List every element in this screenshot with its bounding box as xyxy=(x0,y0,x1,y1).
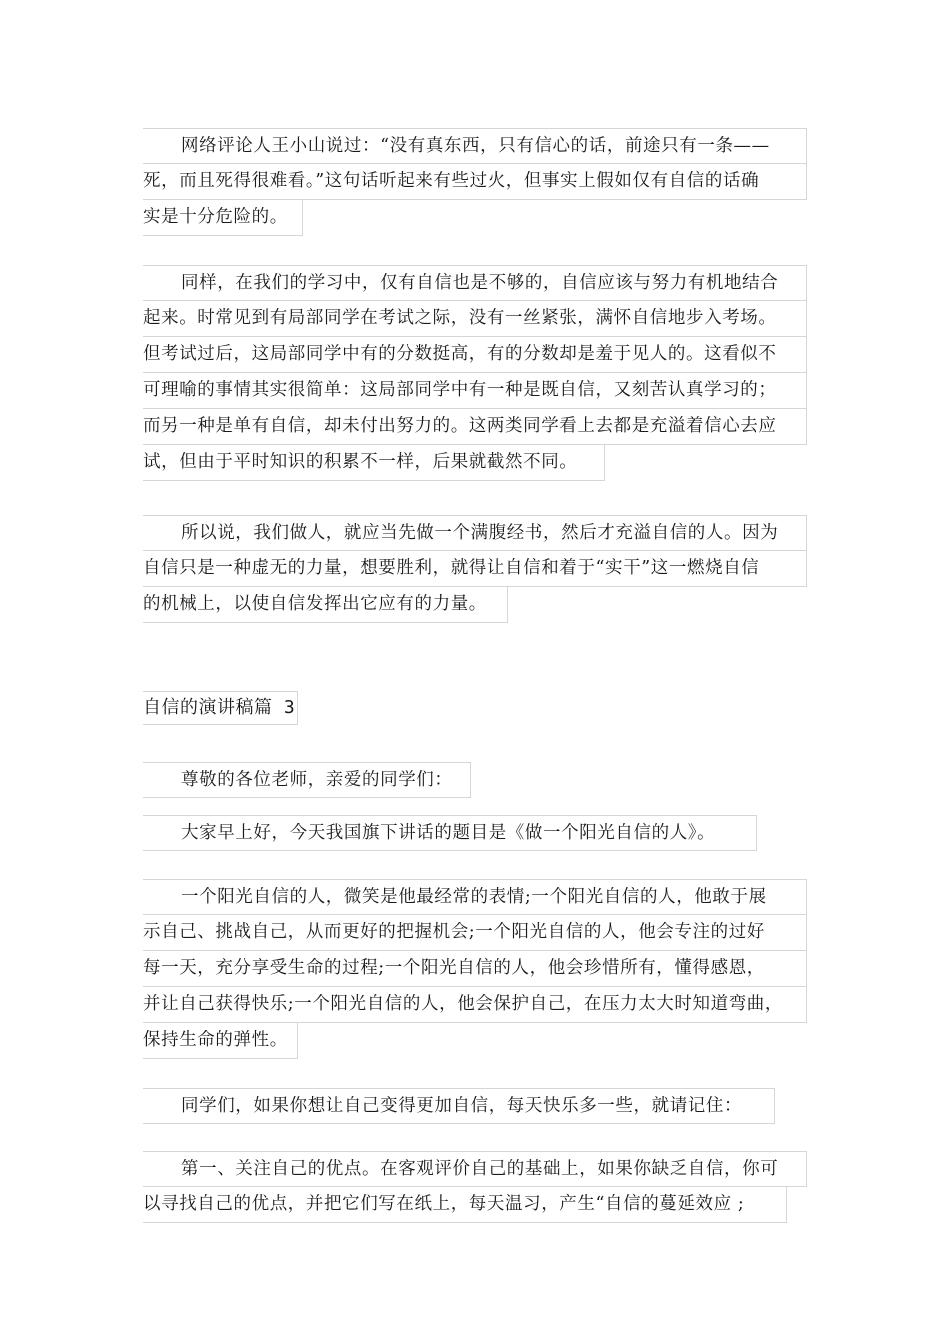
paragraph-remember xyxy=(143,1088,807,1124)
text-line: 一个阳光自信的人，微笑是他最经常的表情;一个阳光自信的人，他敢于展 xyxy=(143,879,807,915)
text-line: 大家早上好，今天我国旗下讲话的题目是《做一个阳光自信的人》。 xyxy=(143,815,757,851)
text-line: 以寻找自己的优点，并把它们写在纸上，每天温习，产生“自信的蔓延效应 ; xyxy=(143,1187,787,1223)
text-line: 所以说，我们做人，就应当先做一个满腹经书，然后才充溢自信的人。因为 xyxy=(143,515,807,551)
text-line: 可理喻的事情其实很简单：这局部同学中有一种是既自信，又刻苦认真学习的； xyxy=(143,373,807,409)
section-heading: 自信的演讲稿篇 3 xyxy=(143,691,298,725)
text-line: 但考试过后，这局部同学中有的分数挺高，有的分数却是羞于见人的。这看似不 xyxy=(143,337,807,373)
text-line: 示自己、挑战自己，从而更好的把握机会;一个阳光自信的人，他会专注的过好 xyxy=(143,915,807,951)
paragraph-first-point xyxy=(143,1151,807,1223)
text-line: 保持生命的弹性。 xyxy=(143,1023,298,1059)
paragraph-speech-topic xyxy=(143,815,807,851)
text-line: 起来。时常见到有局部同学在考试之际，没有一丝紧张，满怀自信地步入考场。 xyxy=(143,301,807,337)
text-line: 死，而且死得很难看。”这句话听起来有些过火，但事实上假如仅有自信的话确 xyxy=(143,164,807,200)
text-line: 网络评论人王小山说过：“没有真东西，只有信心的话，前途只有一条—— xyxy=(143,128,807,164)
text-line: 同样，在我们的学习中，仅有自信也是不够的，自信应该与努力有机地结合 xyxy=(143,265,807,301)
paragraph-critic-quote xyxy=(143,128,807,236)
text-line: 尊敬的各位老师，亲爱的同学们： xyxy=(143,762,471,798)
text-line: 的机械上，以使自信发挥出它应有的力量。 xyxy=(143,587,508,623)
text-line: 试，但由于平时知识的积累不一样，后果就截然不同。 xyxy=(143,445,605,481)
text-line: 实是十分危险的。 xyxy=(143,200,303,236)
paragraph-study-confidence xyxy=(143,265,807,481)
paragraph-conclusion xyxy=(143,515,807,623)
text-line: 第一、关注自己的优点。在客观评价自己的基础上，如果你缺乏自信，你可 xyxy=(143,1151,807,1187)
text-line: 自信只是一种虚无的力量，想要胜利，就得让自信和着于“实干”这一燃烧自信 xyxy=(143,551,807,587)
paragraph-greeting xyxy=(143,762,807,798)
text-line: 而另一种是单有自信，却未付出努力的。这两类同学看上去都是充溢着信心去应 xyxy=(143,409,807,445)
text-line: 同学们，如果你想让自己变得更加自信，每天快乐多一些，就请记住： xyxy=(143,1088,775,1124)
paragraph-sunny-person xyxy=(143,879,807,1059)
text-line: 每一天，充分享受生命的过程;一个阳光自信的人，他会珍惜所有，懂得感恩， xyxy=(143,951,807,987)
text-line: 并让自己获得快乐;一个阳光自信的人，他会保护自己，在压力太大时知道弯曲， xyxy=(143,987,807,1023)
